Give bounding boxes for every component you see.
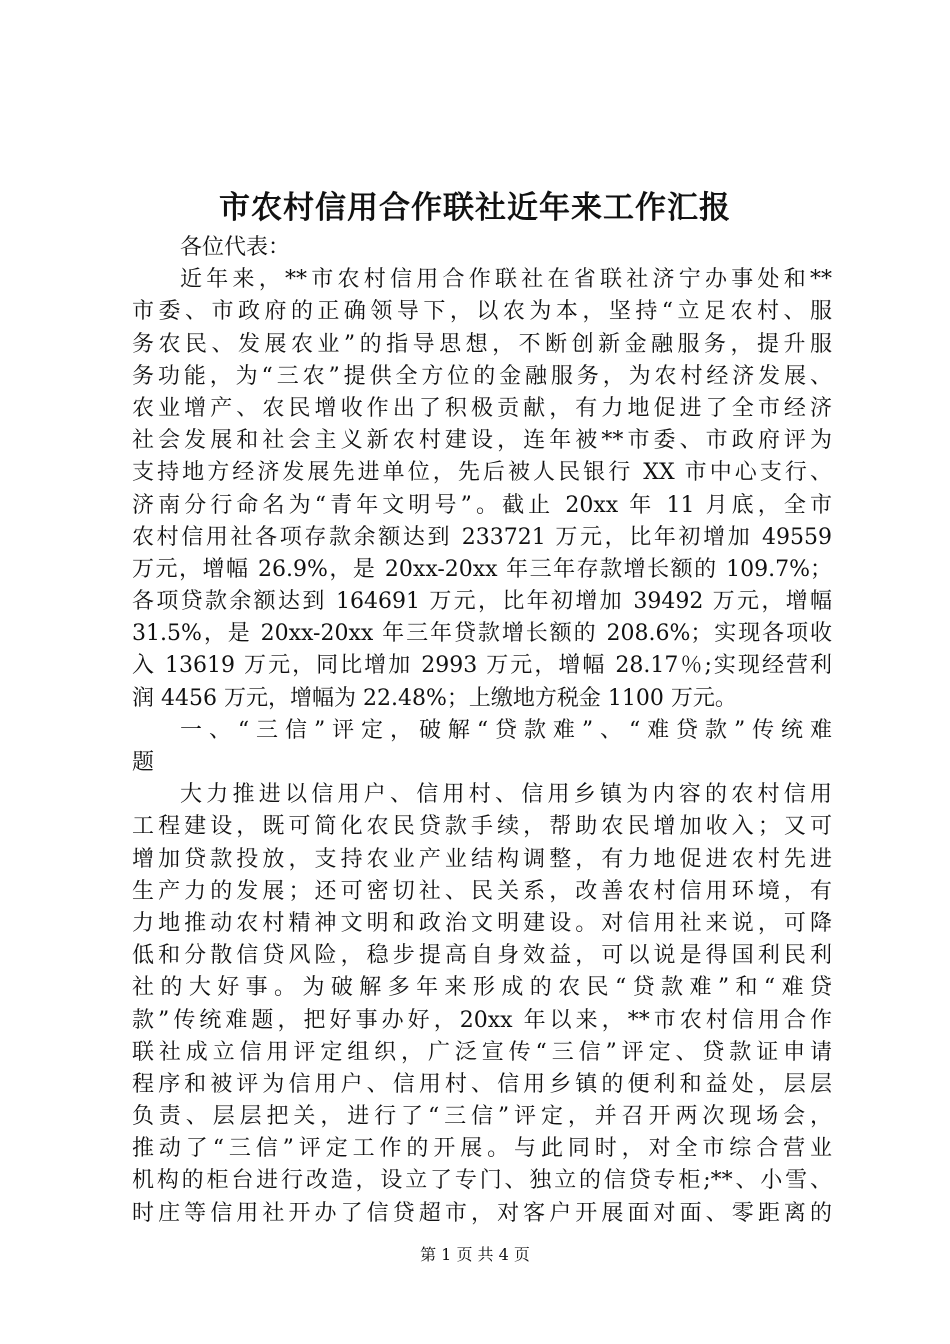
text-line: 入 13619 万元，同比增加 2993 万元，增幅 28.17％;实现经营利 bbox=[132, 653, 832, 679]
text-line: 支持地方经济发展先进单位，先后被人民银行 XX 市中心支行、 bbox=[132, 460, 832, 486]
text-line: 款”传统难题，把好事办好，20xx 年以来，**市农村信用合作 bbox=[132, 1007, 832, 1033]
text-line: 程序和被评为信用户、信用村、信用乡镇的便利和益处，层层 bbox=[132, 1071, 832, 1097]
text-line: 机构的柜台进行改造，设立了专门、独立的信贷专柜;**、小雪、 bbox=[132, 1168, 832, 1194]
text-line: 农业增产、农民增收作出了积极贡献，有力地促进了全市经济 bbox=[132, 395, 832, 421]
text-line: 大力推进以信用户、信用村、信用乡镇为内容的农村信用 bbox=[180, 782, 832, 808]
text-line: 务农民、发展农业”的指导思想，不断创新金融服务，提升服 bbox=[132, 331, 832, 357]
text-line: 农村信用社各项存款余额达到 233721 万元，比年初增加 49559 bbox=[132, 524, 832, 550]
text-line: 时庄等信用社开办了信贷超市，对客户开展面对面、零距离的 bbox=[132, 1200, 832, 1226]
text-line: 推动了“三信”评定工作的开展。与此同时，对全市综合营业 bbox=[132, 1136, 832, 1162]
text-line: 增加贷款投放，支持农业产业结构调整，有力地促进农村先进 bbox=[132, 846, 832, 872]
text-line: 负责、层层把关，进行了“三信”评定，并召开两次现场会， bbox=[132, 1104, 832, 1130]
text-line: 近年来，**市农村信用合作联社在省联社济宁办事处和** bbox=[180, 267, 832, 293]
text-line: 一、“三信”评定，破解“贷款难”、“难贷款”传统难 bbox=[180, 717, 832, 743]
text-line: 济南分行命名为“青年文明号”。截止 20xx 年 11 月底，全市 bbox=[132, 492, 832, 518]
text-line: 题 bbox=[132, 750, 155, 775]
text-line: 31.5%，是 20xx-20xx 年三年贷款增长额的 208.6%；实现各项收 bbox=[132, 621, 832, 647]
text-line: 工程建设，既可简化农民贷款手续，帮助农民增加收入；又可 bbox=[132, 814, 832, 840]
text-line: 万元，增幅 26.9%，是 20xx-20xx 年三年存款增长额的 109.7%； bbox=[132, 556, 832, 582]
page-footer: 第 1 页 共 4 页 bbox=[420, 1245, 530, 1264]
document-body bbox=[132, 232, 832, 1230]
text-line: 润 4456 万元，增幅为 22.48%；上缴地方税金 1100 万元。 bbox=[132, 685, 737, 711]
text-line: 力地推动农村精神文明和政治文明建设。对信用社来说，可降 bbox=[132, 910, 832, 936]
text-line: 务功能，为“三农”提供全方位的金融服务，为农村经济发展、 bbox=[132, 363, 832, 389]
text-line: 社的大好事。为破解多年来形成的农民“贷款难”和“难贷 bbox=[132, 975, 832, 1001]
text-line: 低和分散信贷风险，稳步提高自身效益，可以说是得国利民利 bbox=[132, 943, 832, 969]
text-line: 社会发展和社会主义新农村建设，连年被**市委、市政府评为 bbox=[132, 428, 832, 454]
text-line: 各位代表： bbox=[180, 235, 291, 260]
text-line: 市委、市政府的正确领导下，以农为本，坚持“立足农村、服 bbox=[132, 299, 832, 325]
document-title: 市农村信用合作联社近年来工作汇报 bbox=[219, 190, 731, 226]
text-line: 各项贷款余额达到 164691 万元，比年初增加 39492 万元，增幅 bbox=[132, 589, 832, 615]
text-line: 生产力的发展；还可密切社、民关系，改善农村信用环境，有 bbox=[132, 878, 832, 904]
text-line: 联社成立信用评定组织，广泛宣传“三信”评定、贷款证申请 bbox=[132, 1039, 832, 1065]
